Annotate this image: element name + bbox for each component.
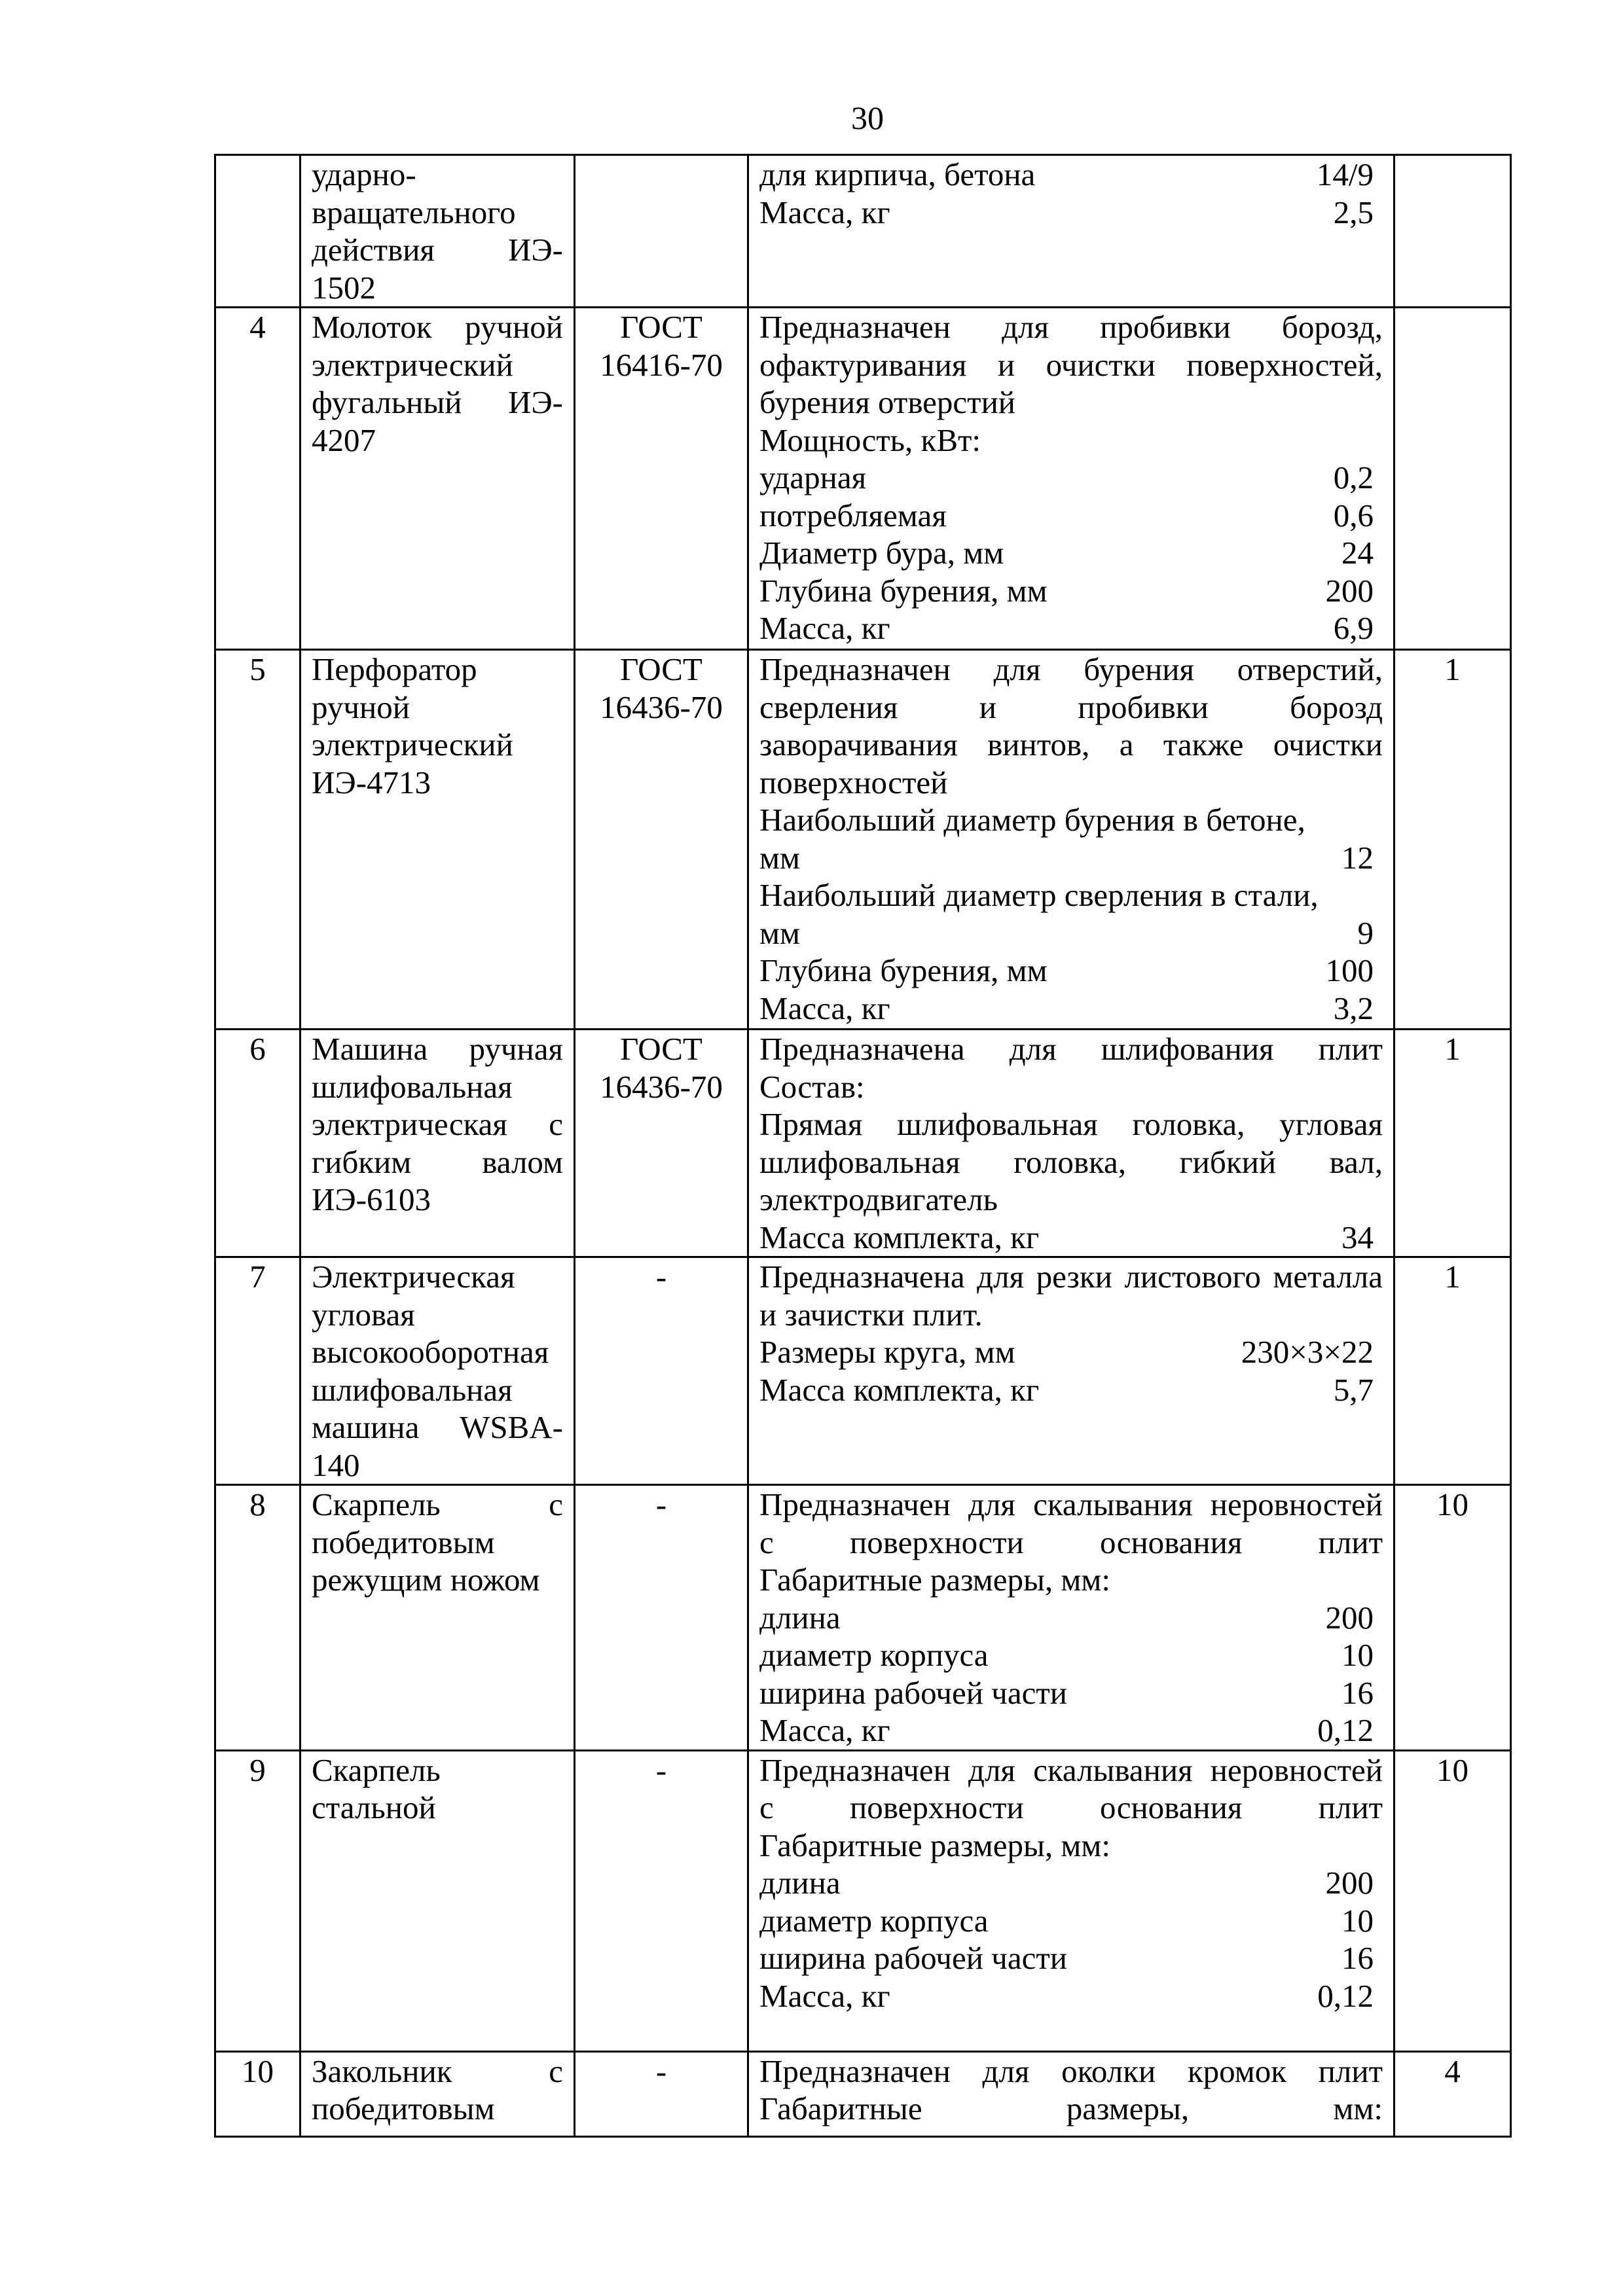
- cell-line: Состав:: [759, 1068, 865, 1105]
- param-label: Наибольший диаметр сверления в стали,: [759, 877, 1319, 913]
- cell-line: ручной: [312, 689, 410, 725]
- cell-name: [301, 1030, 575, 1257]
- cell-name: [301, 308, 575, 650]
- cell-standard: [575, 155, 748, 308]
- param-label: мм: [759, 839, 801, 876]
- param-row: [759, 1333, 1383, 1371]
- cell-line: 4: [249, 309, 266, 345]
- param-label: ширина рабочей части: [759, 1940, 1067, 1976]
- cell-line: с поверхности основания плит: [759, 1789, 1383, 1825]
- param-row: [759, 952, 1383, 990]
- page-number: 30: [851, 99, 884, 136]
- param-label: Масса, кг: [759, 990, 890, 1026]
- cell-line: шлифовальная: [312, 1371, 513, 1408]
- cell-line: Перфоратор: [312, 651, 477, 687]
- table-row: [215, 650, 1511, 1030]
- param-row: [759, 1977, 1383, 2015]
- cell-line: Машина ручная: [312, 1031, 563, 1067]
- cell-name: [301, 1750, 575, 2051]
- cell-line: Скарпель с: [312, 1486, 563, 1522]
- cell-line: -: [655, 2053, 667, 2089]
- param-value: 16: [1341, 1940, 1374, 1976]
- cell-description: [748, 1485, 1395, 1751]
- param-row: [759, 839, 1383, 877]
- param-label: потребляемая: [759, 497, 947, 533]
- cell-line: 6: [249, 1031, 266, 1067]
- cell-description: [748, 1030, 1395, 1257]
- param-value: 34: [1341, 1219, 1374, 1255]
- cell-line: Предназначен для бурения отверстий,: [759, 651, 1383, 687]
- param-value: 9: [1357, 914, 1374, 951]
- cell-name: [301, 2051, 575, 2136]
- cell-standard: [575, 1750, 748, 2051]
- cell-line: ИЭ-6103: [312, 1181, 431, 1217]
- cell-quantity: [1395, 1257, 1511, 1485]
- cell-line: 1502: [312, 269, 376, 306]
- cell-line: Габаритные размеры, мм:: [759, 1562, 1111, 1598]
- param-label: диаметр корпуса: [759, 1637, 989, 1673]
- param-row: [759, 1939, 1383, 1977]
- cell-description: [748, 155, 1395, 308]
- cell-number: [215, 1257, 301, 1485]
- cell-line: 10: [242, 2053, 274, 2089]
- param-value: 14/9: [1316, 156, 1374, 192]
- cell-standard: [575, 2051, 748, 2136]
- cell-line: Молоток ручной: [312, 309, 563, 345]
- param-value: 24: [1341, 535, 1374, 571]
- param-value: 0,2: [1333, 459, 1374, 495]
- param-row: [759, 1902, 1383, 1940]
- cell-standard: [575, 1485, 748, 1751]
- cell-line: 8: [249, 1486, 266, 1522]
- cell-line: Предназначена для шлифования плит: [759, 1031, 1383, 1067]
- table-row: [215, 1030, 1511, 1257]
- param-value: 0,12: [1317, 1977, 1374, 2014]
- cell-line: Прямая шлифовальная головка, угловая: [759, 1106, 1383, 1142]
- param-row: [759, 1219, 1383, 1257]
- param-value: 200: [1325, 1865, 1374, 1901]
- cell-description: [748, 1750, 1395, 2051]
- cell-line: победитовым: [312, 2090, 495, 2126]
- cell-line: электрический: [312, 726, 513, 762]
- cell-line: ударно-: [312, 156, 416, 192]
- cell-line: высокооборотная: [312, 1334, 549, 1370]
- param-label: ширина рабочей части: [759, 1674, 1067, 1711]
- cell-line: заворачивания винтов, а также очистки: [759, 726, 1383, 762]
- param-value: 16: [1341, 1674, 1374, 1711]
- param-row: [759, 914, 1383, 952]
- cell-number: [215, 1030, 301, 1257]
- param-value: 5,7: [1333, 1371, 1374, 1408]
- cell-line: Предназначен для скалывания неровностей: [759, 1486, 1383, 1522]
- table-row: [215, 1750, 1511, 2051]
- param-value: 100: [1325, 952, 1374, 988]
- param-label: длина: [759, 1865, 841, 1901]
- param-row: [759, 1712, 1383, 1749]
- cell-line: офактуривания и очистки поверхностей,: [759, 346, 1383, 383]
- cell-line: ГОСТ: [620, 309, 702, 345]
- param-value: 2,5: [1333, 194, 1374, 230]
- param-label: Размеры круга, мм: [759, 1334, 1015, 1370]
- param-value: 6,9: [1333, 610, 1374, 646]
- cell-quantity: [1395, 1030, 1511, 1257]
- param-label: Масса, кг: [759, 194, 890, 230]
- param-value: 10: [1341, 1637, 1374, 1673]
- cell-line: 140: [312, 1446, 360, 1483]
- cell-standard: [575, 650, 748, 1030]
- cell-line: Электрическая: [312, 1259, 515, 1295]
- param-row: [759, 990, 1383, 1028]
- cell-line: гибким валом: [312, 1143, 563, 1180]
- param-label: мм: [759, 914, 801, 951]
- cell-line: Наибольший диаметр бурения в бетоне,: [759, 802, 1305, 838]
- cell-line: машина WSBA-: [312, 1409, 563, 1445]
- param-value: 10: [1341, 1902, 1374, 1939]
- cell-line: ГОСТ: [620, 1031, 702, 1067]
- param-row: [759, 1864, 1383, 1902]
- cell-line: фугальный ИЭ-: [312, 384, 563, 420]
- cell-line: шлифовальная головка, гибкий вал,: [759, 1143, 1383, 1180]
- param-label: Масса, кг: [759, 1977, 890, 2014]
- table-row: [215, 1257, 1511, 1485]
- cell-line: Габаритные размеры, мм:: [759, 1827, 1111, 1863]
- param-label: Масса комплекта, кг: [759, 1219, 1040, 1255]
- equipment-table: [214, 154, 1512, 2138]
- cell-number: [215, 1750, 301, 2051]
- cell-line: -: [655, 1751, 667, 1788]
- cell-line: Скарпель: [312, 1751, 441, 1788]
- cell-name: [301, 1257, 575, 1485]
- cell-line: Предназначена для резки листового металла: [759, 1259, 1383, 1295]
- cell-number: [215, 155, 301, 308]
- cell-description: [748, 2051, 1395, 2136]
- cell-line: победитовым: [312, 1524, 495, 1560]
- cell-name: [301, 155, 575, 308]
- param-row: [759, 1599, 1383, 1637]
- param-label: Масса, кг: [759, 1712, 890, 1748]
- cell-description: [748, 650, 1395, 1030]
- cell-line: ГОСТ: [620, 651, 702, 687]
- cell-line: 9: [249, 1751, 266, 1788]
- param-row: [759, 156, 1383, 194]
- param-value: 230×3×22: [1241, 1334, 1374, 1370]
- cell-line: электрическая с: [312, 1106, 563, 1142]
- cell-number: [215, 1485, 301, 1751]
- param-row: [759, 459, 1383, 497]
- cell-quantity: [1395, 1485, 1511, 1751]
- cell-quantity: [1395, 650, 1511, 1030]
- cell-line: 1: [1444, 651, 1461, 687]
- cell-line: 1: [1444, 1259, 1461, 1295]
- cell-line: вращательного: [312, 194, 516, 230]
- cell-line: 7: [249, 1259, 266, 1295]
- param-value: 200: [1325, 572, 1374, 609]
- param-row: [759, 194, 1383, 232]
- cell-line: Предназначен для околки кромок плит: [759, 2053, 1383, 2089]
- cell-line: -: [655, 1486, 667, 1522]
- param-value: 0,6: [1333, 497, 1374, 533]
- cell-quantity: [1395, 1750, 1511, 2051]
- cell-line: стальной: [312, 1789, 436, 1825]
- cell-line: 16416-70: [600, 346, 723, 383]
- cell-line: действия ИЭ-: [312, 232, 563, 268]
- cell-line: Закольник с: [312, 2053, 563, 2089]
- cell-line: Предназначен для скалывания неровностей: [759, 1751, 1383, 1788]
- cell-name: [301, 650, 575, 1030]
- cell-line: ИЭ-4713: [312, 764, 431, 800]
- table-row: [215, 155, 1511, 308]
- cell-line: 10: [1436, 1486, 1468, 1522]
- cell-number: [215, 2051, 301, 2136]
- param-label: ударная: [759, 459, 867, 495]
- param-label: Диаметр бура, мм: [759, 535, 1004, 571]
- param-row: [759, 572, 1383, 610]
- param-label: диаметр корпуса: [759, 1902, 989, 1939]
- param-row: [759, 1636, 1383, 1674]
- param-value: 0,12: [1317, 1712, 1374, 1748]
- cell-quantity: [1395, 308, 1511, 650]
- param-label: Глубина бурения, мм: [759, 572, 1048, 609]
- cell-line: и зачистки плит.: [759, 1296, 983, 1333]
- param-row: [759, 1674, 1383, 1712]
- cell-line: сверления и пробивки борозд: [759, 689, 1383, 725]
- cell-standard: [575, 1030, 748, 1257]
- cell-line: -: [655, 1259, 667, 1295]
- cell-line: с поверхности основания плит: [759, 1524, 1383, 1560]
- param-label: длина: [759, 1599, 841, 1636]
- cell-line: Габаритные размеры, мм:: [759, 2090, 1383, 2126]
- cell-description: [748, 1257, 1395, 1485]
- cell-line: 4207: [312, 422, 376, 458]
- cell-name: [301, 1485, 575, 1751]
- param-label: Глубина бурения, мм: [759, 952, 1048, 988]
- cell-line: электрический: [312, 346, 513, 383]
- table-row: [215, 1485, 1511, 1751]
- cell-line: 1: [1444, 1031, 1461, 1067]
- cell-line: поверхностей: [759, 764, 948, 800]
- cell-standard: [575, 1257, 748, 1485]
- cell-line: электродвигатель: [759, 1181, 998, 1217]
- cell-line: бурения отверстий: [759, 384, 1016, 420]
- cell-line: Предназначен для пробивки борозд,: [759, 309, 1383, 345]
- param-value: 3,2: [1333, 990, 1374, 1026]
- equipment-table-body: [215, 155, 1511, 2137]
- param-row: [759, 609, 1383, 647]
- cell-line: 4: [1444, 2053, 1461, 2089]
- cell-line: 16436-70: [600, 1068, 723, 1105]
- param-row: [759, 1371, 1383, 1409]
- param-label: Масса комплекта, кг: [759, 1371, 1040, 1408]
- param-row: [759, 497, 1383, 535]
- cell-number: [215, 650, 301, 1030]
- param-label: для кирпича, бетона: [759, 156, 1036, 192]
- cell-line: угловая: [312, 1296, 415, 1333]
- cell-description: [748, 308, 1395, 650]
- cell-number: [215, 308, 301, 650]
- param-row: [759, 534, 1383, 572]
- cell-line: 10: [1436, 1751, 1468, 1788]
- param-value: 200: [1325, 1599, 1374, 1636]
- param-value: 12: [1341, 839, 1374, 876]
- cell-line: режущим ножом: [312, 1562, 540, 1598]
- table-row: [215, 308, 1511, 650]
- param-label: Масса, кг: [759, 610, 890, 646]
- cell-quantity: [1395, 155, 1511, 308]
- param-row: [759, 876, 1383, 914]
- table-row: [215, 2051, 1511, 2136]
- cell-line: 5: [249, 651, 266, 687]
- cell-line: Мощность, кВт:: [759, 422, 981, 458]
- cell-quantity: [1395, 2051, 1511, 2136]
- cell-standard: [575, 308, 748, 650]
- cell-line: 16436-70: [600, 689, 723, 725]
- cell-line: шлифовальная: [312, 1068, 513, 1105]
